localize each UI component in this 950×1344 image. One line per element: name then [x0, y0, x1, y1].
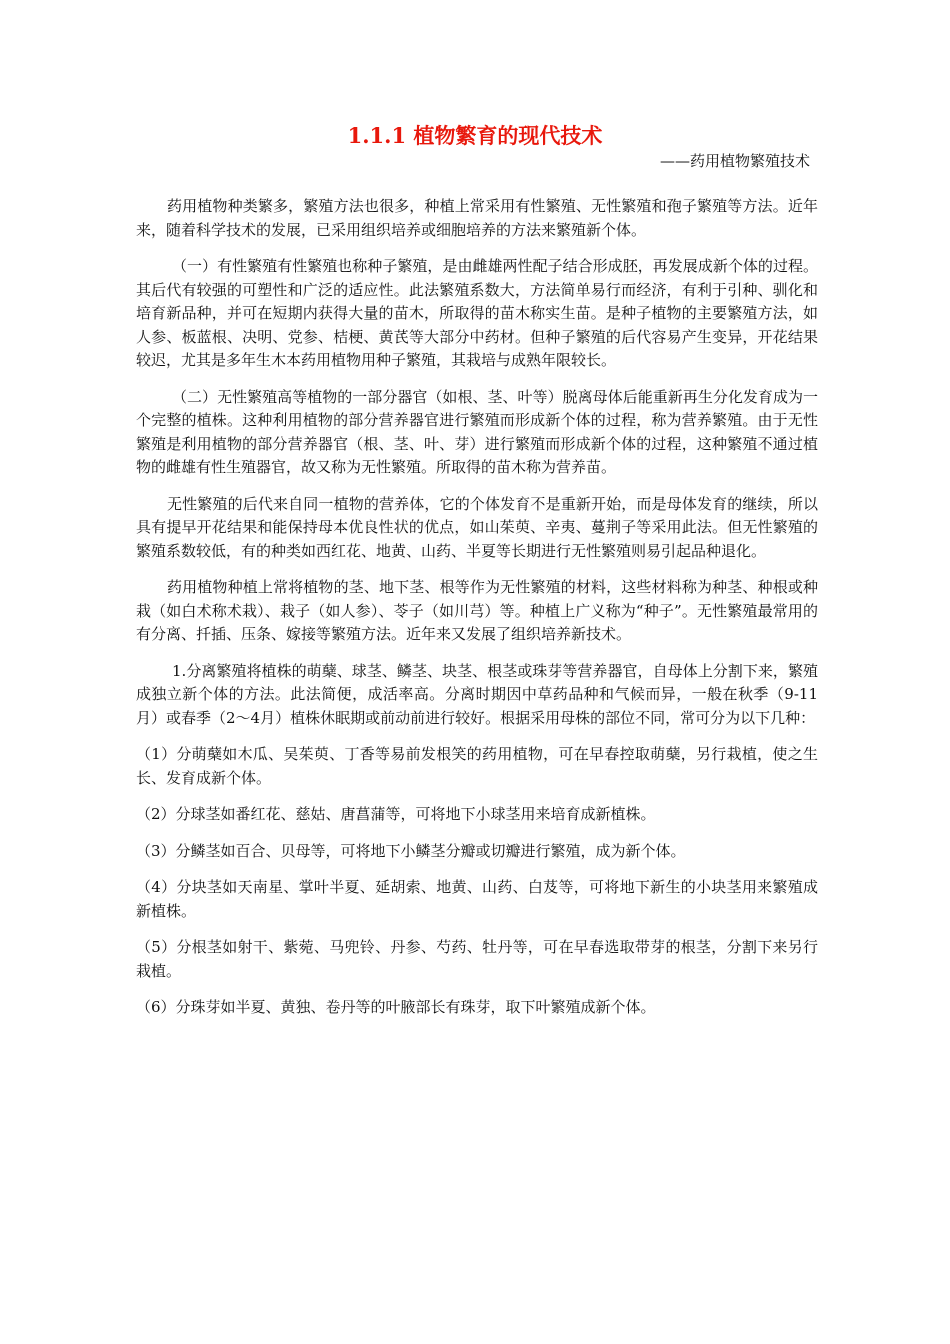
asexual-traits-paragraph: 无性繁殖的后代来自同一植物的营养体，它的个体发育不是重新开始，而是母体发育的继续，所以具有提早开花结果和能保持母本优良性状的优点，如山茱萸、辛夷、蔓荆子等采用此法。但无性繁殖的繁殖系数较低，有的种类如西红花、地黄、山药、半夏等长期进行无性繁殖则易引起品种退化。	[136, 494, 818, 560]
list-item-bulbils: （6）分珠芽如半夏、黄独、卷丹等的叶腋部长有珠芽，取下叶繁殖成新个体。	[136, 998, 656, 1016]
list-item-corms: （2）分球茎如番红花、慈姑、唐菖蒲等，可将地下小球茎用来培育成新植株。	[136, 805, 656, 823]
document-title: 1.1.1 植物繁育的现代技术	[347, 123, 603, 148]
document-subtitle: ——药用植物繁殖技术	[659, 152, 810, 170]
sexual-reproduction-paragraph: （一）有性繁殖有性繁殖也称种子繁殖，是由雌雄两性配子结合形成胚，再发展成新个体的过程。其后代有较强的可塑性和广泛的适应性。此法繁殖系数大，方法简单易行而经济，有利于引种、驯化和培育新品种，并可在短期内获得大量的苗木，所取得的苗木称实生苗。是种子植物的主要繁殖方法，如人参、板蓝根、决明、党参、桔梗、黄芪等大部分中药材。但种子繁殖的后代容易产生变异，开花结果较迟，尤其是多年生木本药用植物用种子繁殖，其栽培与成熟年限较长。	[136, 257, 818, 369]
document-body	[136, 195, 818, 1033]
list-item-tubers: （4）分块茎如天南星、掌叶半夏、延胡索、地黄、山药、白芨等，可将地下新生的小块茎用来繁殖成新植株。	[136, 878, 818, 920]
intro-paragraph: 药用植物种类繁多，繁殖方法也很多，种植上常采用有性繁殖、无性繁殖和孢子繁殖等方法。近年来，随着科学技术的发展，已采用组织培养或细胞培养的方法来繁殖新个体。	[136, 197, 818, 239]
list-item-tillers: （1）分萌蘖如木瓜、吴茱萸、丁香等易前发根笑的药用植物，可在早春控取萌蘖，另行栽植，使之生长、发育成新个体。	[136, 745, 818, 787]
asexual-reproduction-paragraph: （二）无性繁殖高等植物的一部分器官（如根、茎、叶等）脱离母体后能重新再生分化发育成为一个完整的植株。这种利用植物的部分营养器官进行繁殖而形成新个体的过程，称为营养繁殖。由于无性繁殖是利用植物的部分营养器官（根、茎、叶、芽）进行繁殖而形成新个体的过程，这种繁殖不通过植物的雌雄有性生殖器官，故又称为无性繁殖。所取得的苗木称为营养苗。	[136, 387, 818, 476]
propagation-materials-paragraph: 药用植物种植上常将植物的茎、地下茎、根等作为无性繁殖的材料，这些材料称为种茎、种根或种栽（如白术称术栽）、栽子（如人参）、苓子（如川芎）等。种植上广义称为“种子”。无性繁殖最常用的有分离、扦插、压条、嫁接等繁殖方法。近年来又发展了组织培养新技术。	[136, 578, 818, 643]
division-propagation-paragraph: 1.分离繁殖将植株的萌蘖、球茎、鳞茎、块茎、根茎或珠芽等营养器官，自母体上分割下来，繁殖成独立新个体的方法。此法简便，成活率高。分离时期因中草药品种和气候而异，一般在秋季（9-11月）或春季（2～4月）植株休眠期或前动前进行较好。根据采用母株的部位不同，常可分为以下几种：	[136, 661, 818, 727]
list-item-bulbs: （3）分鳞茎如百合、贝母等，可将地下小鳞茎分瓣或切瓣进行繁殖，成为新个体。	[136, 841, 686, 860]
list-item-rhizomes: （5）分根茎如射干、紫菀、马兜铃、丹参、芍药、牡丹等，可在早春选取带芽的根茎，分割下来另行栽植。	[136, 938, 818, 980]
